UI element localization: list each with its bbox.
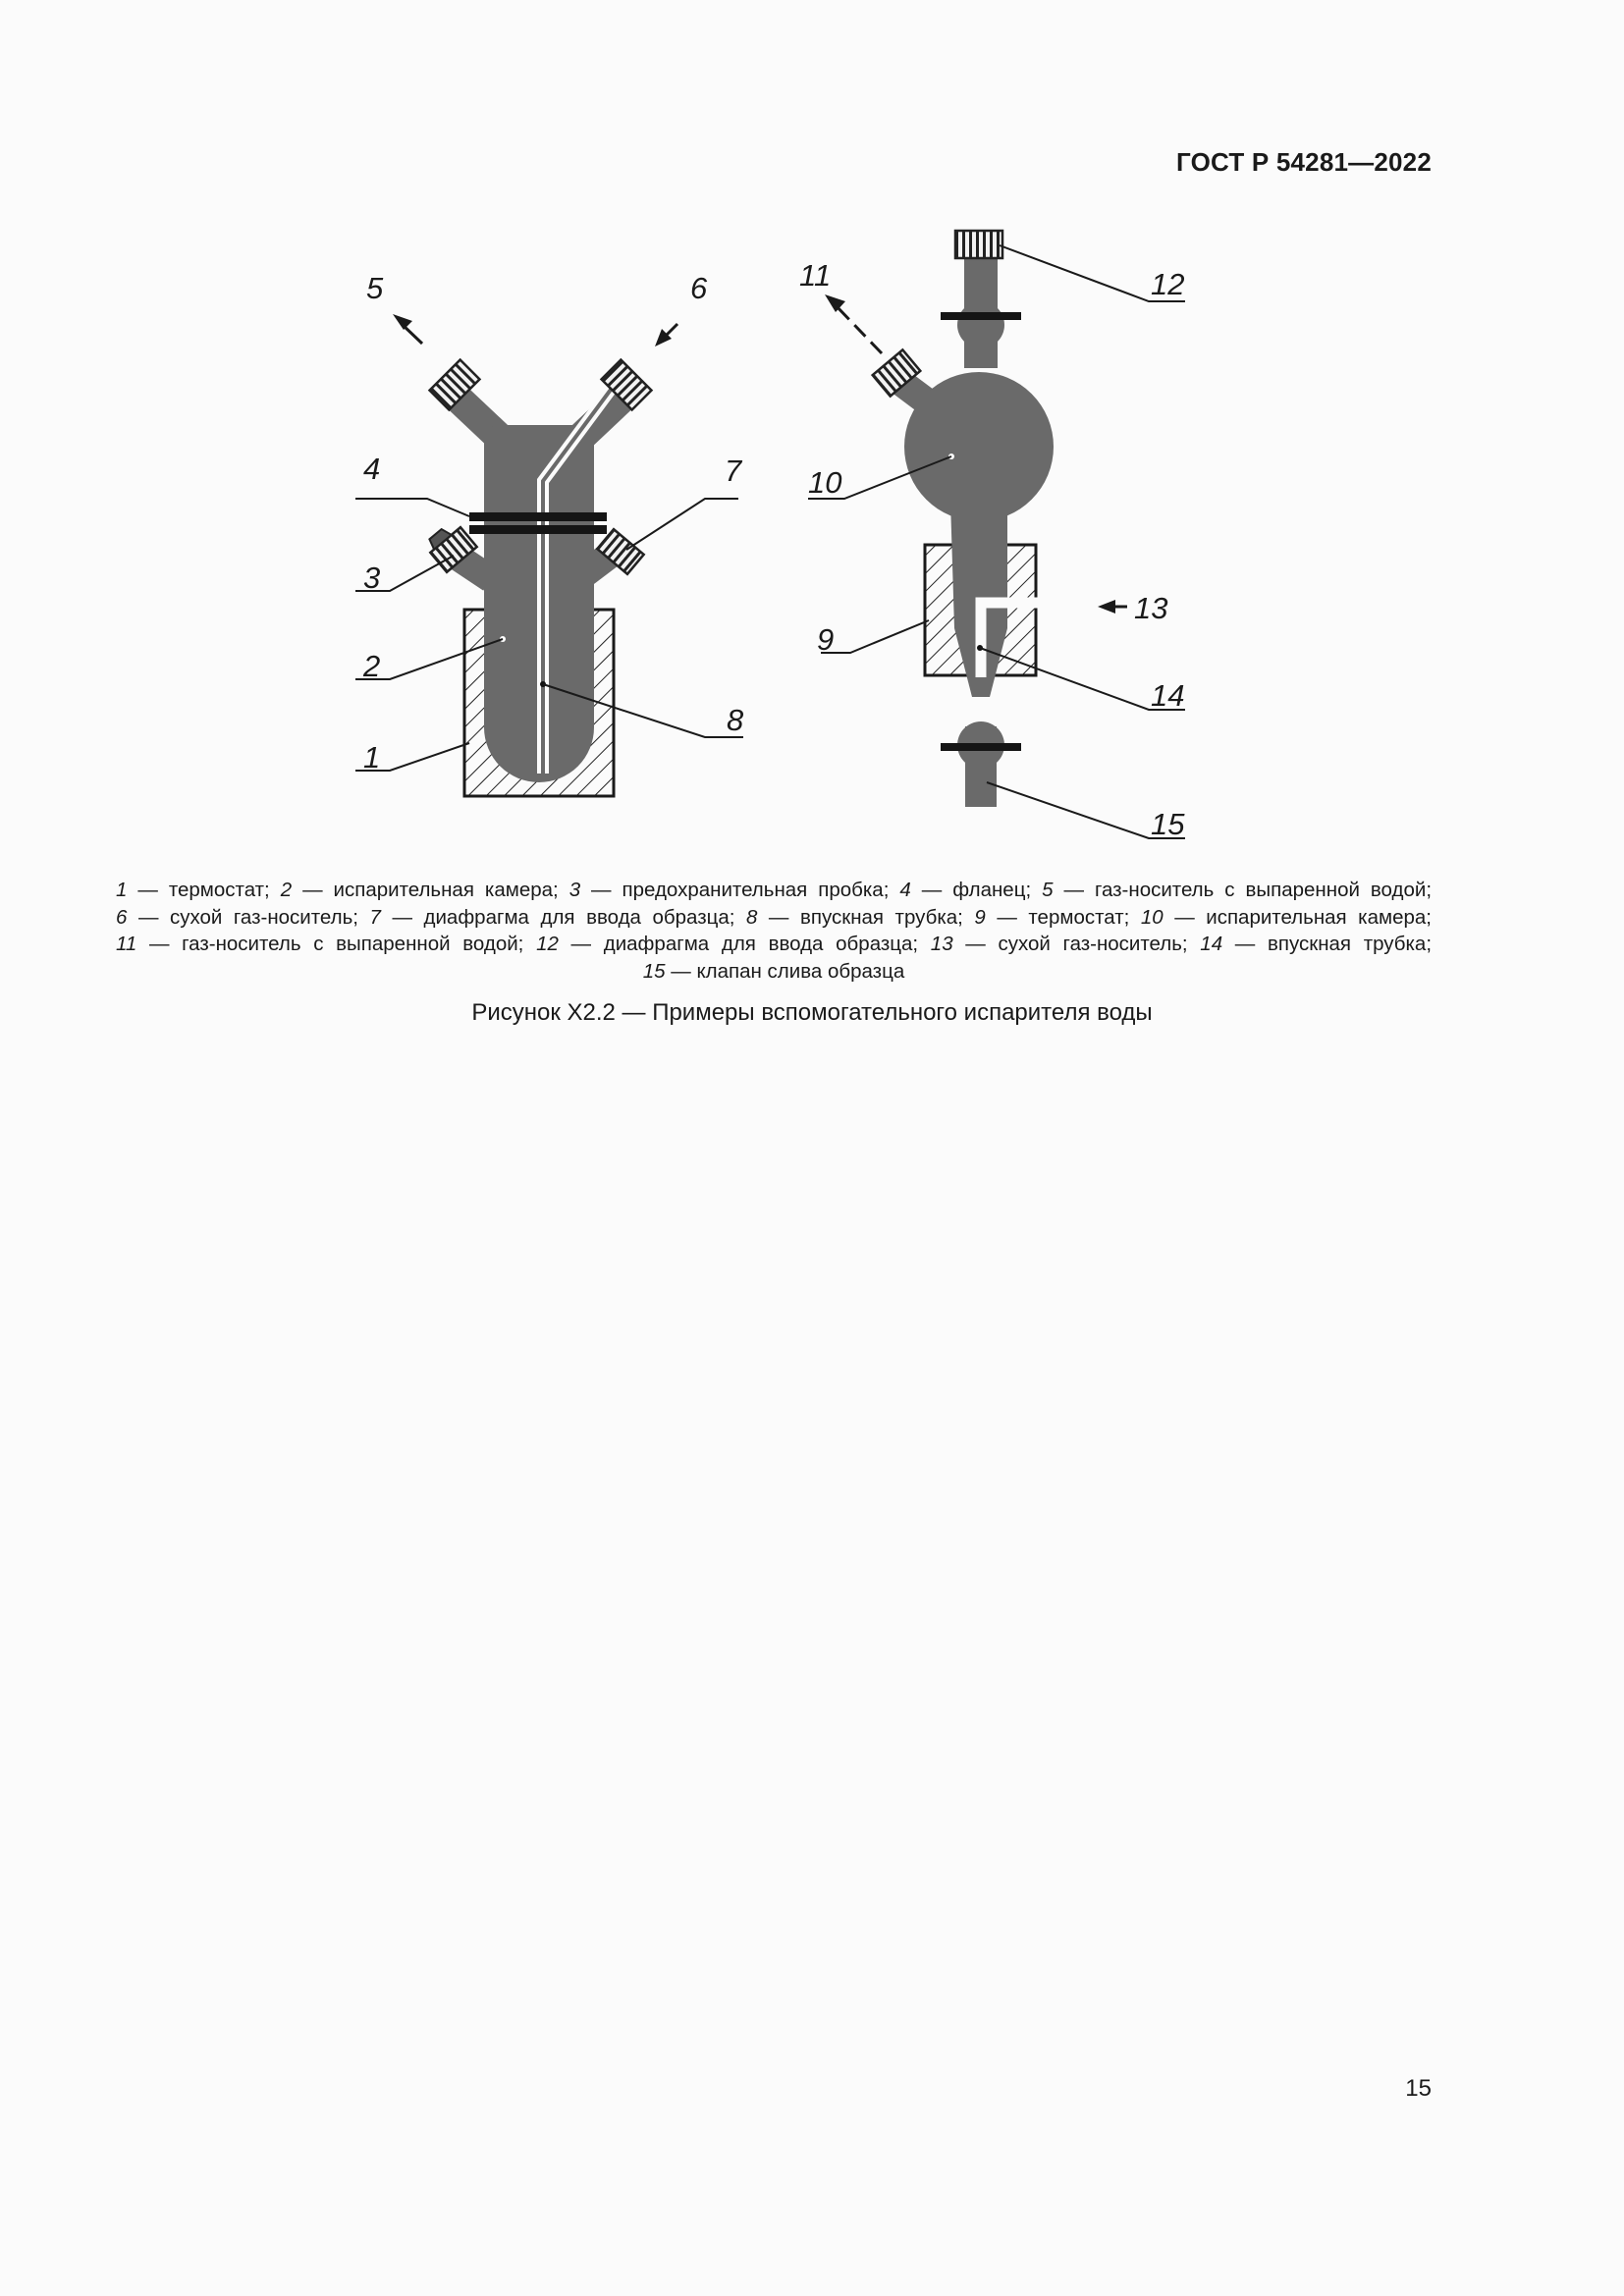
legend-item: 3 — предохранительная пробка; — [568, 879, 900, 901]
legend-item: 15 — клапан слива образца — [642, 959, 905, 983]
callout-4: 4 — [363, 452, 381, 486]
callout-11: 11 — [799, 258, 832, 293]
legend-item: 8 — впускная трубка; — [745, 905, 975, 929]
callout-5: 5 — [366, 271, 384, 305]
right-evaporator — [825, 231, 1127, 807]
drain-valve — [941, 743, 1021, 751]
figure-legend — [116, 877, 1432, 985]
legend-item: 12 — диафрагма для ввода образца; — [536, 933, 931, 955]
legend-item: 14 — впускная трубка; — [1200, 933, 1433, 955]
legend-item: 10 — испарительная камера; — [1140, 905, 1432, 929]
legend-line — [116, 877, 1432, 904]
figure-caption: Рисунок Х2.2 — Примеры вспомогательного испарителя воды — [471, 999, 1153, 1026]
legend-line — [116, 931, 1432, 958]
callout-14: 14 — [1151, 678, 1185, 713]
evaporator-figure — [0, 0, 1624, 864]
callout-10: 10 — [808, 465, 842, 500]
legend-line — [116, 958, 1432, 986]
legend-item: 13 — сухой газ-носитель; — [930, 933, 1201, 955]
legend-item: 11 — газ-носитель с выпаренной водой; — [116, 933, 537, 955]
callout-6: 6 — [690, 271, 708, 305]
legend-line — [116, 904, 1432, 932]
legend-item: 1 — термостат; — [116, 879, 281, 901]
page-number: 15 — [1405, 2075, 1432, 2102]
legend-item: 4 — фланец; — [899, 879, 1043, 901]
flange — [469, 512, 607, 521]
document-code: ГОСТ Р 54281—2022 — [1176, 147, 1432, 177]
callout-2: 2 — [363, 649, 381, 683]
left-evaporator — [393, 314, 677, 796]
legend-item: 9 — термостат; — [974, 905, 1141, 929]
callout-9: 9 — [817, 622, 835, 657]
callout-13: 13 — [1134, 591, 1168, 625]
callout-7: 7 — [725, 454, 742, 488]
callout-8: 8 — [727, 703, 744, 737]
evaporation-chamber-right — [904, 372, 1054, 521]
legend-item: 6 — сухой газ-носитель; — [116, 905, 370, 929]
legend-item: 5 — газ-носитель с выпаренной водой; — [1042, 879, 1433, 901]
callout-3: 3 — [363, 561, 381, 595]
callout-15: 15 — [1151, 807, 1185, 841]
sample-septum-right — [955, 231, 1002, 258]
legend-item: 7 — диафрагма для ввода образца; — [369, 905, 746, 929]
callout-1: 1 — [363, 740, 381, 774]
legend-item: 2 — испарительная камера; — [280, 879, 569, 901]
callout-12: 12 — [1151, 267, 1185, 301]
